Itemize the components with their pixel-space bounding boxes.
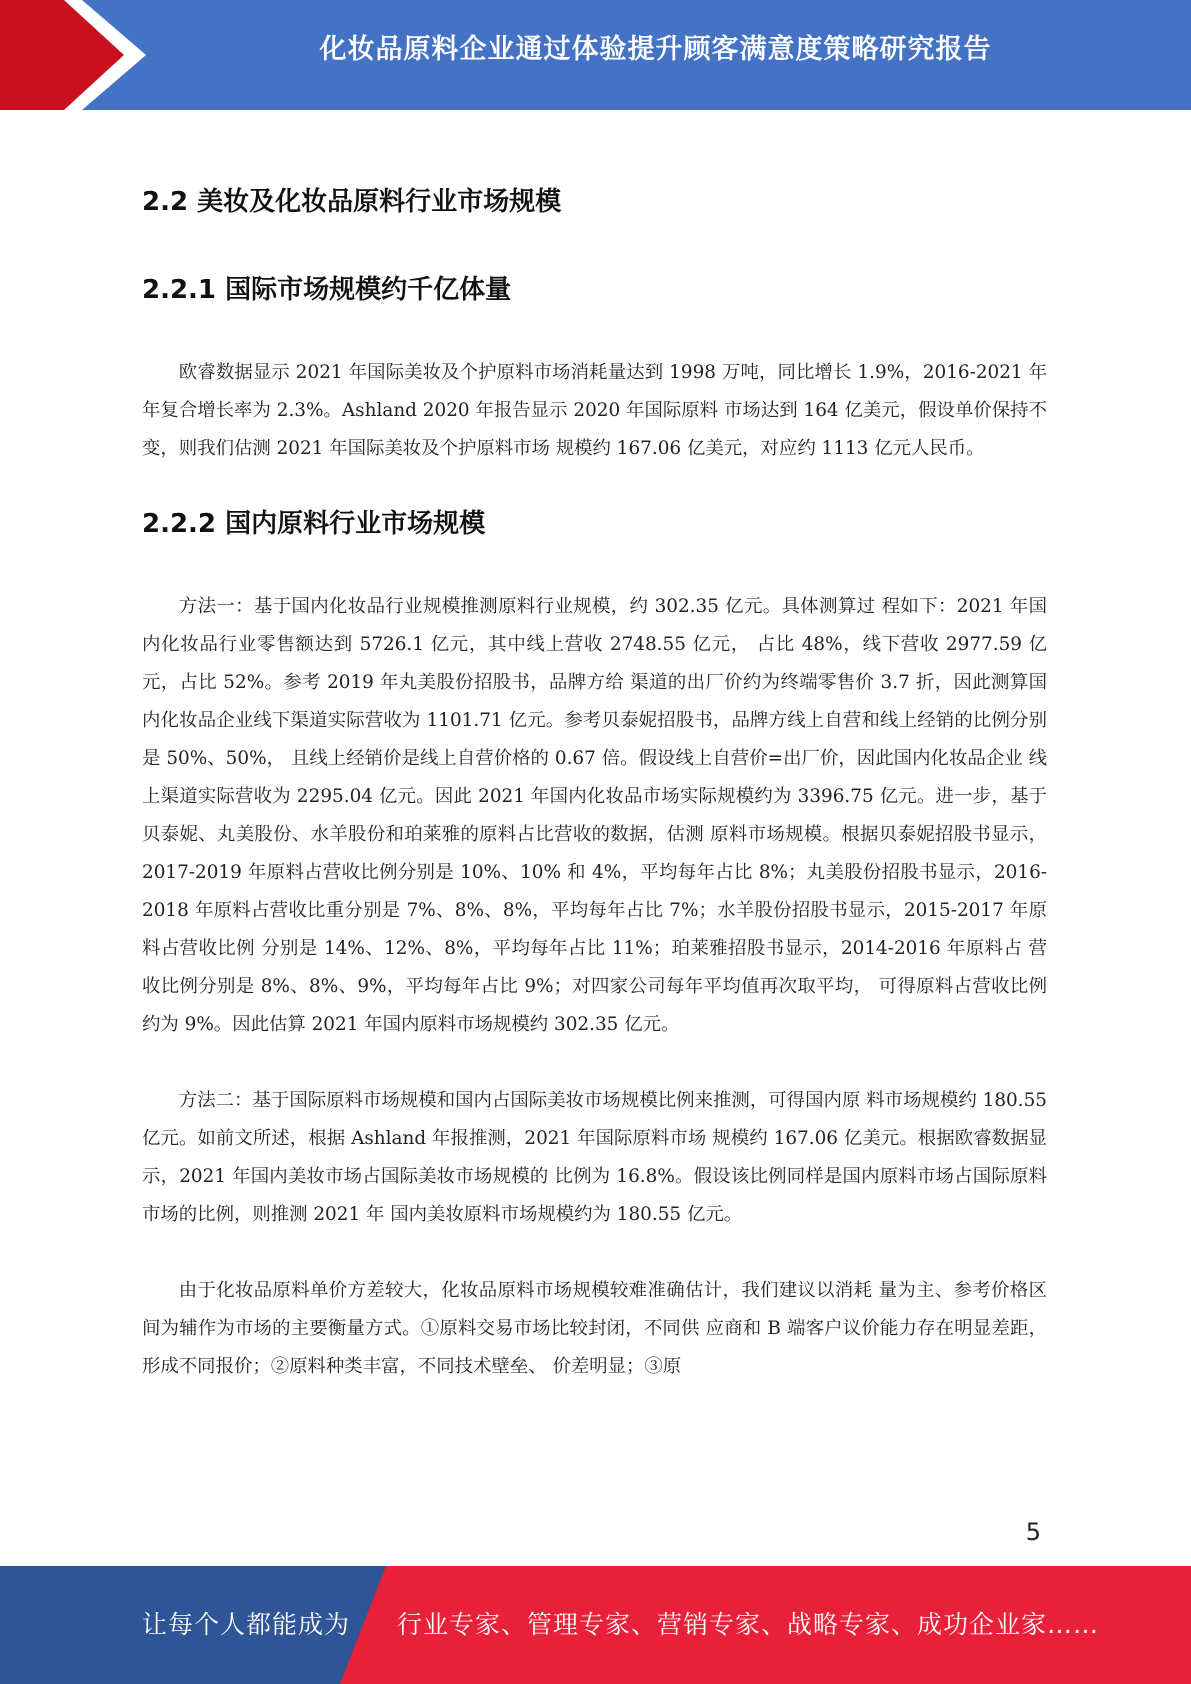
section-heading-2-2-1: 2.2.1 国际市场规模约千亿体量 (142, 275, 512, 305)
footer-banner (0, 1566, 1191, 1684)
header-bar (0, 0, 1191, 110)
paragraph-international-market: 欧睿数据显示 2021 年国际美妆及个护原料市场消耗量达到 1998 万吨，同比增长 1.9%，2016-2021 年年复合增长率为 2.3%。Ashland 2020 年报告显示 2020 年国际原料 市场达到 164 亿美元，假设单价保持不变，则我们估测 2021 年国际美妆及个护原料市场 规模约 167.06 亿美元，对应约 1113 亿元人民币。 (142, 362, 1047, 459)
page-number: 5 (1025, 1518, 1041, 1546)
section-heading-2-2-2: 2.2.2 国内原料行业市场规模 (142, 509, 486, 539)
paragraph-method-one: 方法一：基于国内化妆品行业规模推测原料行业规模，约 302.35 亿元。具体测算过 程如下：2021 年国内化妆品行业零售额达到 5726.1 亿元，其中线上营收 2748.55 亿元， 占比 48%，线下营收 2977.59 亿元，占比 52%。参考 2019 年丸美股份招股书，品牌方给 渠道的出厂价约为终端零售价 3.7 折，因此测算国内化妆品企业线下渠道实际营收为 1101.71 亿元。参考贝泰妮招股书，品牌方线上自营和线上经销的比例分别是 50%、50%， 且线上经销价是线上自营价格的 0.67 倍。假设线上自营价=出厂价，因此国内化妆品企业 线上渠道实际营收为 2295.04 亿元。因此 2021 年国内化妆品市场实际规模约为 3396.75 亿元。进一步，基于贝泰妮、丸美股份、水羊股份和珀莱雅的原料占比营收的数据，估测 原料市场规模。根据贝泰妮招股书显示，2017-2019 年原料占营收比例分别是 10%、10% 和 4%，平均每年占比 8%；丸美股份招股书显示，2016-2018 年原料占营收比重分别是 7%、8%、8%，平均每年占比 7%；水羊股份招股书显示，2015-2017 年原料占营收比例 分别是 14%、12%、8%，平均每年占比 11%；珀莱雅招股书显示，2014-2016 年原料占 营收比例分别是 8%、8%、9%，平均每年占比 9%；对四家公司每年平均值再次取平均， 可得原料占营收比例约为 9%。因此估算 2021 年国内原料市场规模约 302.35 亿元。 (142, 596, 1047, 1035)
chevron-arrow-icon (0, 0, 160, 110)
report-title: 化妆品原料企业通过体验提升顾客满意度策略研究报告 (319, 34, 992, 65)
main-content (142, 170, 1047, 1386)
paragraph-method-two: 方法二：基于国际原料市场规模和国内占国际美妆市场规模比例来推测，可得国内原 料市场规模约 180.55 亿元。如前文所述，根据 Ashland 年报推测，2021 年国际原料市场 规模约 167.06 亿美元。根据欧睿数据显示，2021 年国内美妆市场占国际美妆市场规模的 比例为 16.8%。假设该比例同样是国内原料市场占国际原料市场的比例，则推测 2021 年 国内美妆原料市场规模约为 180.55 亿元。 (142, 1090, 1047, 1225)
section-heading-2-2: 2.2 美妆及化妆品原料行业市场规模 (142, 187, 562, 217)
paragraph-summary: 由于化妆品原料单价方差较大，化妆品原料市场规模较难准确估计，我们建议以消耗 量为主、参考价格区间为辅作为市场的主要衡量方式。①原料交易市场比较封闭，不同供 应商和 B 端客户议价能力存在明显差距，形成不同报价；②原料种类丰富，不同技术壁垒、 价差明显；③原 (142, 1280, 1047, 1377)
footer-slogan-right: 行业专家、管理专家、营销专家、战略专家、成功企业家…… (397, 1610, 1100, 1639)
footer-slogan-left: 让每个人都能成为 (142, 1610, 351, 1639)
